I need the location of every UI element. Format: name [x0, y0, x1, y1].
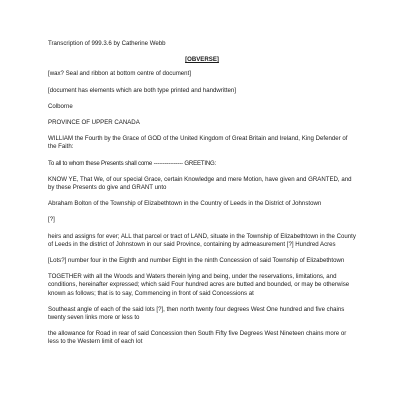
note-elements: [document has elements which are both type printed and handwritten]: [48, 86, 237, 94]
preamble-paragraph: WILLIAM the Fourth by the Grace of GOD of the United Kingdom of Great Britain and Ireland, King Defender of the Faith:: [48, 135, 348, 151]
grantee-paragraph: Abraham Bolton of the Township of Elizabethtown in the Country of Leeds in the District of Johnstown: [48, 200, 322, 208]
land-description-paragraph: heirs and assigns for ever; ALL that parcel or tract of LAND, situate in the Township of Elizabethtown in the County of Leeds in the district of Johnstown in our said Province, containing by admeasurement [?] Hundred Acres: [48, 232, 356, 248]
grant-paragraph: KNOW YE, That We, of our special Grace, certain Knowledge and mere Motion, have given and GRANTED, and by these Presents do give and GRANT unto: [48, 175, 352, 192]
boundary-paragraph-1: Southeast angle of each of the said lots [?], then north twenty four degrees West One hundred and five chains twenty seven links more or less to: [48, 305, 345, 322]
province-heading: PROVINCE OF UPPER CANADA: [48, 119, 140, 127]
signature-colborne: Colborne: [48, 102, 73, 110]
greeting-paragraph: To all to whom these Presents shall come ---------------- GREETING:: [48, 159, 217, 167]
uncertain-marker: [?]: [48, 216, 55, 224]
note-seal: [wax? Seal and ribbon at bottom centre of document]: [48, 70, 191, 78]
boundary-paragraph-2: the allowance for Road in rear of said Concession then South Fifty five Degrees West Nineteen chains more or less to the Western limit of each lot: [48, 330, 347, 346]
lots-paragraph: [Lots?] number four in the Eighth and number Eight in the ninth Concession of said Township of Elizabethtown: [48, 257, 345, 265]
section-heading-obverse: [OBVERSE]: [185, 56, 219, 64]
document-title: Transcription of 999.3.6 by Catherine Webb: [48, 40, 166, 47]
together-paragraph: TOGETHER with all the Woods and Waters therein lying and being, under the reservations, limitations, and conditions, hereinafter expressed; which said Four hundred acres are butted and bounded, or may be otherwise known as follows; that is to say, Commencing in front of said Concessions at: [48, 273, 350, 297]
